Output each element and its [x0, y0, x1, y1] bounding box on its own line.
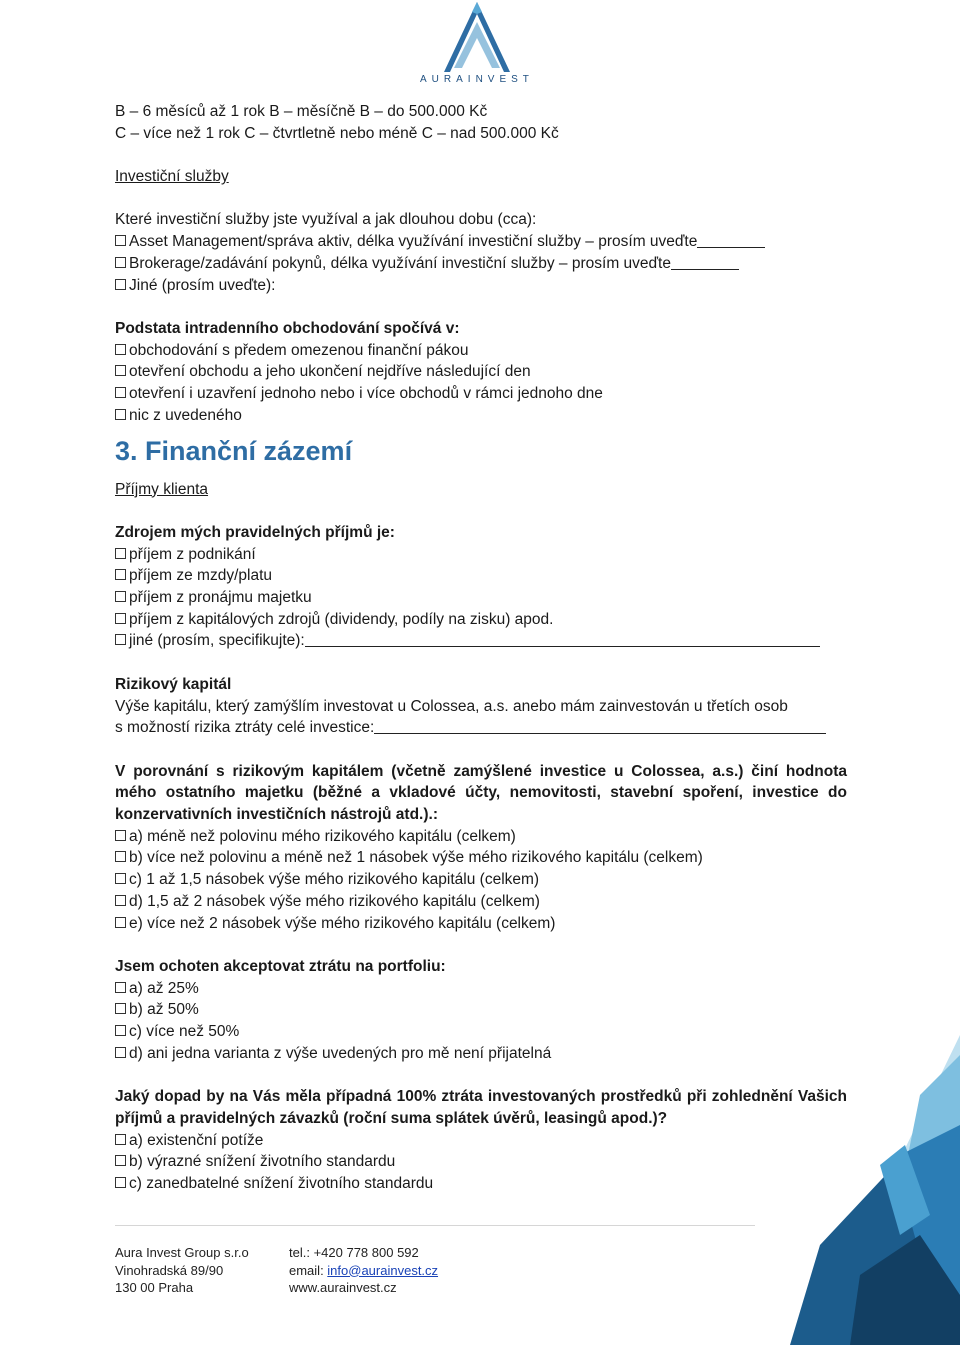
- text-line: B – 6 měsíců až 1 rok B – měsíčně B – do 500.000 Kč: [115, 103, 488, 120]
- question-intraday: Podstata intradenního obchodování spočívá v:: [115, 319, 460, 337]
- footer-divider: [115, 1225, 755, 1226]
- answer-blank[interactable]: [305, 632, 820, 647]
- checkbox[interactable]: [115, 1047, 126, 1058]
- checkbox[interactable]: [115, 409, 126, 420]
- question-services: Které investiční služby jste využíval a jak dlouhou dobu (cca):: [115, 211, 537, 229]
- email-line: email: info@aurainvest.cz: [289, 1262, 439, 1278]
- footer-address: [115, 1244, 249, 1297]
- income-option: příjem z pronájmu majetku: [115, 587, 847, 609]
- compare-option: d) 1,5 až 2 násobek výše mého rizikového kapitálu (celkem): [115, 891, 847, 913]
- answer-blank[interactable]: [671, 255, 739, 270]
- checkbox[interactable]: [115, 613, 126, 624]
- checkbox[interactable]: [115, 830, 126, 841]
- aura-invest-logo: [410, 0, 545, 92]
- compare-option: a) méně než polovinu mého rizikového kapitálu (celkem): [115, 826, 847, 848]
- option-asset-management: Asset Management/správa aktiv, délka využívání investiční služby – prosím uveďte: [115, 231, 847, 253]
- decorative-corner-shapes: [670, 1035, 960, 1345]
- triangle-logo-icon: [442, 0, 512, 74]
- checkbox[interactable]: [115, 235, 126, 246]
- company-name: Aura Invest Group s.r.o: [115, 1245, 249, 1260]
- risk-text: Výše kapitálu, který zamýšlím investovat u Colossea, a.s. anebo mám zainvestován u třetích osob: [115, 697, 788, 715]
- impact-option: c) zanedbatelné snížení životního standardu: [115, 1173, 847, 1195]
- checkbox[interactable]: [115, 917, 126, 928]
- option-intraday-b: otevření obchodu a jeho ukončení nejdříve následující den: [115, 361, 847, 383]
- section-title-services: Investiční služby: [115, 168, 229, 186]
- loss-option: a) až 25%: [115, 978, 847, 1000]
- compare-question: V porovnání s rizikovým kapitálem (včetně zamýšlené investice u Colossea, a.s.) činí hodnota mého ostatního majetku (běžné a vkladové účty, nemovitosti, stavební spoření, investice do konzervativních investičních nástrojů atd.).:: [115, 762, 847, 823]
- answer-blank[interactable]: [374, 719, 826, 734]
- checkbox[interactable]: [115, 387, 126, 398]
- compare-option: b) více než polovinu a méně než 1 násobek výše mého rizikového kapitálu (celkem): [115, 847, 847, 869]
- risk-title: Rizikový kapitál: [115, 675, 232, 693]
- income-option: příjem z kapitálových zdrojů (dividendy, podíly na zisku) apod.: [115, 609, 847, 631]
- checkbox[interactable]: [115, 1003, 126, 1014]
- checkbox[interactable]: [115, 548, 126, 559]
- logo-wordmark: AURAINVEST: [420, 74, 534, 85]
- checkbox[interactable]: [115, 1134, 126, 1145]
- document-body: [115, 101, 847, 1195]
- loss-option: d) ani jedna varianta z výše uvedených pro mě není přijatelná: [115, 1043, 847, 1065]
- income-option: příjem z podnikání: [115, 544, 847, 566]
- compare-option: c) 1 až 1,5 násobek výše mého rizikového kapitálu (celkem): [115, 869, 847, 891]
- loss-option: b) až 50%: [115, 999, 847, 1021]
- checkbox[interactable]: [115, 1177, 126, 1188]
- city: 130 00 Praha: [115, 1280, 194, 1295]
- answer-blank[interactable]: [697, 233, 765, 248]
- impact-option: b) výrazné snížení životního standardu: [115, 1151, 847, 1173]
- checkbox[interactable]: [115, 873, 126, 884]
- section-heading-financial: 3. Finanční zázemí: [115, 435, 353, 466]
- checkbox[interactable]: [115, 279, 126, 290]
- checkbox[interactable]: [115, 569, 126, 580]
- income-title: Příjmy klienta: [115, 480, 209, 498]
- risk-text: s možností rizika ztráty celé investice:: [115, 717, 847, 739]
- checkbox[interactable]: [115, 591, 126, 602]
- checkbox[interactable]: [115, 1025, 126, 1036]
- option-brokerage: Brokerage/zadávání pokynů, délka využívání investiční služby – prosím uveďte: [115, 253, 847, 275]
- income-option-other: jiné (prosím, specifikujte):: [115, 630, 847, 652]
- income-question: Zdrojem mých pravidelných příjmů je:: [115, 523, 395, 541]
- option-other: Jiné (prosím uveďte):: [115, 275, 847, 297]
- checkbox[interactable]: [115, 365, 126, 376]
- checkbox[interactable]: [115, 344, 126, 355]
- income-option: příjem ze mzdy/platu: [115, 565, 847, 587]
- checkbox[interactable]: [115, 895, 126, 906]
- email-link[interactable]: info@aurainvest.cz: [327, 1262, 439, 1278]
- phone: tel.: +420 778 800 592: [289, 1245, 419, 1260]
- option-intraday-d: nic z uvedeného: [115, 405, 847, 427]
- loss-question: Jsem ochoten akceptovat ztrátu na portfoliu:: [115, 957, 446, 975]
- checkbox[interactable]: [115, 1155, 126, 1166]
- compare-option: e) více než 2 násobek výše mého rizikového kapitálu (celkem): [115, 913, 847, 935]
- checkbox[interactable]: [115, 851, 126, 862]
- checkbox[interactable]: [115, 257, 126, 268]
- text-line: C – více než 1 rok C – čtvrtletně nebo méně C – nad 500.000 Kč: [115, 124, 559, 142]
- option-intraday-a: obchodování s předem omezenou finanční pákou: [115, 340, 847, 362]
- street: Vinohradská 89/90: [115, 1262, 224, 1278]
- checkbox[interactable]: [115, 982, 126, 993]
- loss-option: c) více než 50%: [115, 1021, 847, 1043]
- option-intraday-c: otevření i uzavření jednoho nebo i více obchodů v rámci jednoho dne: [115, 383, 847, 405]
- footer-contact: [289, 1244, 438, 1297]
- checkbox[interactable]: [115, 634, 126, 645]
- website: www.aurainvest.cz: [289, 1280, 397, 1295]
- impact-option: a) existenční potíže: [115, 1130, 847, 1152]
- impact-question: Jaký dopad by na Vás měla případná 100% ztráta investovaných prostředků při zohlednění Vašich příjmů a pravidelných závazků (roční suma splátek úvěrů, leasingů apod.)?: [115, 1088, 847, 1127]
